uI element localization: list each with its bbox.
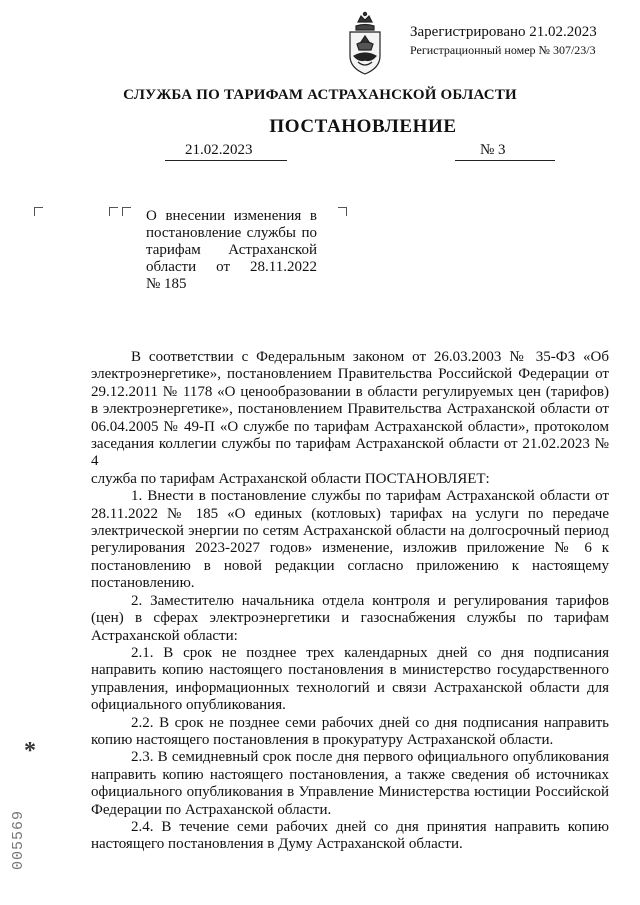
subject-line: О внесении изменения в xyxy=(146,208,317,224)
margin-star: * xyxy=(24,738,36,764)
body-paragraph: 2.2. В срок не позднее семи рабочих дней со дня подписания направить копию настоящего постановления в прокуратуру Астраханской области. xyxy=(91,714,609,748)
document-number: № 3 xyxy=(480,142,506,158)
corner-mark xyxy=(109,207,118,216)
coat-of-arms-icon xyxy=(344,10,386,78)
body-paragraph: 2.1. В срок не позднее трех календарных дней со дня подписания направить копию настоящего постановления в министерство государственного управления, информационных технологий и связи Астраханской области для официального опубликования. xyxy=(91,644,609,714)
body-paragraph: 2. Заместителю начальника отдела контроля и регулирования тарифов (цен) в сферах электроэнергетики и газоснабжения службы по тарифам Астраханской области: xyxy=(91,592,609,644)
document-body xyxy=(91,349,609,854)
subject-line: № 185 xyxy=(146,276,187,292)
corner-mark xyxy=(338,207,347,216)
body-paragraph: 1. Внести в постановление службы по тарифам Астраханской области от 28.11.2022 № 185 «О единых (котловых) тарифах на услуги по передаче электрической энергии по сетям Астраханской области на долгосрочный период регулирования 2023-2027 годов» изменение, изложив приложение № 6 к постановлению в новой редакции согласно приложению к настоящему постановлению. xyxy=(91,488,609,592)
document-type: ПОСТАНОВЛЕНИЕ xyxy=(269,116,457,137)
body-paragraph: В соответствии с Федеральным законом от 26.03.2003 № 35-ФЗ «Об электроэнергетике», постановлением Правительства Российской Федерации от 29.12.2011 № 1178 «О ценообразовании в области регулируемых цен (тарифов) в электроэнергетике», постановлением Правительства Астраханской области от 06.04.2005 № 49-П «О службе по тарифам Астраханской области», протоколом заседания коллегии службы по тарифам Астраханской области от 21.02.2023 № 4 xyxy=(91,349,609,470)
body-paragraph: 2.3. В семидневный срок после дня первого официального опубликования направить копию настоящего постановления, а также сведения об источниках официального опубликования в Управление Министерства юстиции Российской Федерации по Астраханской области. xyxy=(91,749,609,818)
body-paragraph: служба по тарифам Астраханской области ПОСТАНОВЛЯЕТ: xyxy=(91,470,490,487)
body-paragraph: 2.4. В течение семи рабочих дней со дня принятия направить копию настоящего постановления в Думу Астраханской области. xyxy=(91,818,609,853)
subject-line: тарифам Астраханской xyxy=(146,242,317,258)
registration-number: Регистрационный номер № 307/23/3 xyxy=(410,43,596,57)
margin-stamp-number: 005569 xyxy=(10,809,27,870)
document-date: 21.02.2023 xyxy=(185,142,253,158)
registration-date: Зарегистрировано 21.02.2023 xyxy=(410,24,597,40)
corner-mark xyxy=(34,207,43,216)
number-underline xyxy=(455,160,555,161)
corner-mark xyxy=(122,207,131,216)
document-subject xyxy=(146,208,317,293)
subject-line: постановление службы по xyxy=(146,225,317,241)
subject-line: области от 28.11.2022 xyxy=(146,259,317,275)
date-underline xyxy=(165,160,287,161)
agency-name: СЛУЖБА ПО ТАРИФАМ АСТРАХАНСКОЙ ОБЛАСТИ xyxy=(123,87,517,103)
